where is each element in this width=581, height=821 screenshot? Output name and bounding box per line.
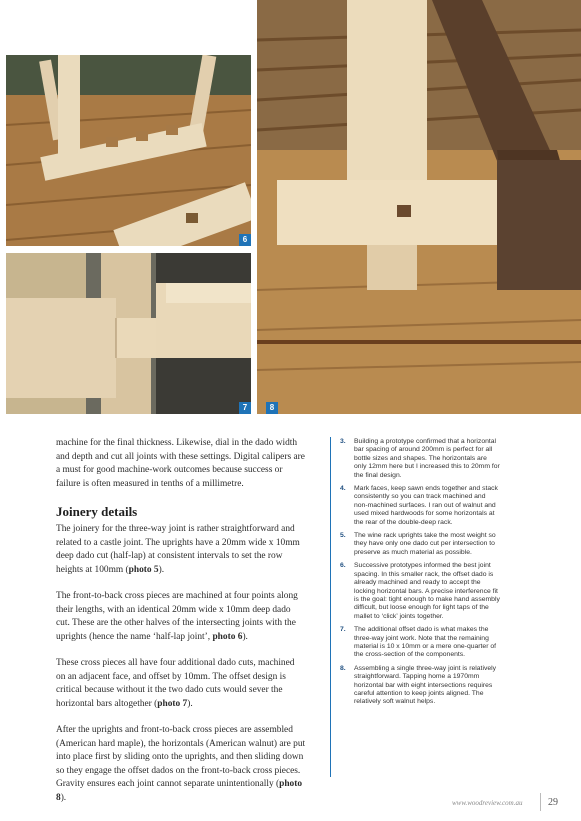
section-heading: Joinery details bbox=[56, 504, 138, 519]
photo-number-7: 7 bbox=[239, 402, 251, 414]
article-body bbox=[56, 437, 306, 809]
caption-list bbox=[340, 438, 500, 712]
photo-half-lap-joint bbox=[6, 253, 251, 414]
photo-ref-7: photo 7 bbox=[157, 698, 188, 709]
footer-divider bbox=[540, 793, 541, 811]
paragraph-4: After the uprights and front-to-back cross pieces are assembled (American hard maple), the horizontals (American walnut) are put into place first by sliding onto the uprights, and then sliding down so they engage the offset dados on the front-to-back cross pieces. Gravity ensures each joint cannot separate unintentionally (photo 8). bbox=[56, 725, 306, 803]
page-number: 29 bbox=[548, 797, 558, 808]
caption-item: 7. The additional offset dado is what makes the three-way joint work. Note that the remaining material is 10 x 10mm or a mere one-quarter of the cross-section of the components. bbox=[340, 626, 497, 659]
paragraph-3: These cross pieces all have four additional dado cuts, machined on an adjacent face, and offset by 10mm. The offset design is critical because without it the two dado cuts would sever the horizontal bars altogether (photo 7). bbox=[56, 658, 295, 709]
photo-number-6: 6 bbox=[239, 234, 251, 246]
photo-ref-8: photo 8 bbox=[56, 779, 303, 803]
caption-item: 4. Mark faces, keep sawn ends together and stack consistently so you can track machined and non-machined surfaces. I ran out of walnut and used mixed hardwoods for some horizontals at the rear of the double-deep rack. bbox=[340, 485, 498, 526]
column-divider bbox=[330, 437, 331, 777]
photo-number-8: 8 bbox=[266, 402, 278, 414]
intro-paragraph: machine for the final thickness. Likewise, dial in the dado width and depth and cut all joints with these settings. Digital calipers are a must for good machine-work outcomes because success or failure is often measured in tenths of a millimetre. bbox=[56, 438, 305, 489]
photo-ref-5: photo 5 bbox=[128, 564, 159, 575]
caption-item: 3. Building a prototype confirmed that a horizontal bar spacing of around 200mm is perfect for all bottle sizes and shapes. The horizontals are only 12mm here but I increased this to 20mm for the final design. bbox=[340, 438, 500, 479]
photo-ref-6: photo 6 bbox=[212, 631, 243, 642]
caption-item: 5. The wine rack uprights take the most weight so they have only one dado cut per intersection to preserve as much material as possible. bbox=[340, 532, 496, 556]
paragraph-1: The joinery for the three-way joint is rather straightforward and related to a castle joint. The uprights have a 20mm wide x 10mm deep dado cut (half-lap) at consistent intervals to set the row heights at 100mm (photo 5). bbox=[56, 524, 300, 575]
caption-item: 6. Successive prototypes informed the best joint spacing. In this smaller rack, the offset dado is already machined and ready to accept the locking horizontal bars. A precise interference fit is the goal: tight enough to make hand assembly difficult, but loose enough for light taps of the mallet to ‘click’ joints together. bbox=[340, 562, 500, 620]
caption-item: 8. Assembling a single three-way joint is relatively straightforward. Tapping home a 1970mm horizontal bar with eight intersections requires careful attention to keep joints aligned. The relatively soft walnut helps. bbox=[340, 664, 497, 706]
paragraph-2: The front-to-back cross pieces are machined at four points along their lengths, with an identical 20mm wide x 10mm deep dado cut. These are the other halves of the intersecting joints with the uprights (hence the name ‘half-lap joint’, photo 6). bbox=[56, 591, 298, 642]
footer-url-link[interactable]: www.woodreview.com.au bbox=[452, 799, 523, 807]
photo-three-way-joint bbox=[257, 0, 581, 414]
photo-dado-cuts bbox=[6, 55, 251, 246]
